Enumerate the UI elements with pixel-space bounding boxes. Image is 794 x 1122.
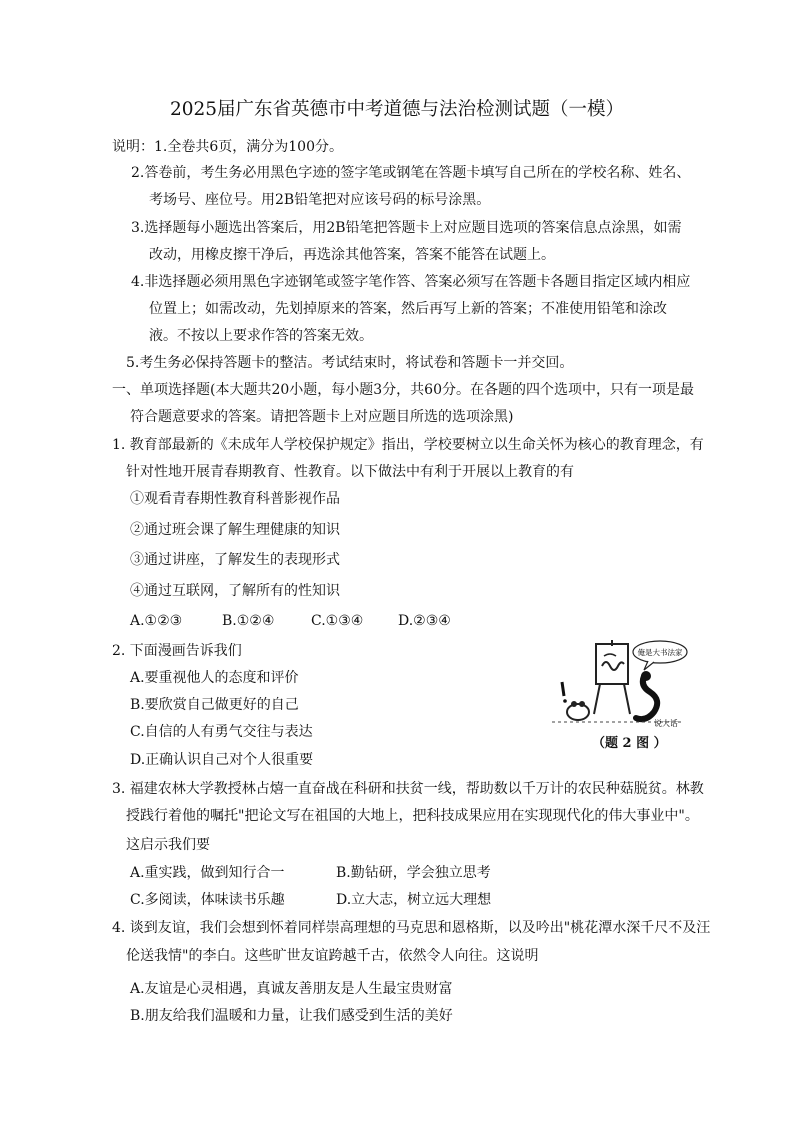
instruction-3-line-2: 改动，用橡皮擦干净后，再选涂其他答案，答案不能答在试题上。: [149, 247, 555, 263]
section-1-heading-line-2: 符合题意要求的答案。请把答题卡上对应题目所选的选项涂黑): [130, 409, 514, 425]
question-4-option-b: B.朋友给我们温暖和力量，让我们感受到生活的美好: [130, 1008, 453, 1024]
question-2-figure-caption: （题 2 图 ）: [592, 736, 667, 751]
question-3-option-c: C.多阅读，体味读书乐趣: [130, 892, 285, 908]
instruction-3-line-1: 3.选择题每小题选出答案后，用2B铅笔把答题卡上对应题目选项的答案信息点涂黑，如需: [131, 220, 682, 236]
question-2-stem: 2. 下面漫画告诉我们: [112, 643, 242, 659]
question-3-stem-line-3: 这启示我们要: [126, 837, 210, 853]
question-2-option-b: B.要欣赏自己做更好的自己: [130, 697, 299, 713]
question-3-option-b: B.勤钻研，学会独立思考: [336, 865, 491, 881]
question-3-option-a: A.重实践，做到知行合一: [130, 865, 285, 881]
question-2-option-a: A.要重视他人的态度和评价: [130, 670, 299, 686]
question-4-option-a: A.友谊是心灵相遇，真诚友善朋友是人生最宝贵财富: [130, 981, 453, 997]
instruction-4-line-1: 4.非选择题必须用黑色字迹钢笔或签字笔作答、答案必须写在答题卡各题目指定区域内相应: [131, 274, 691, 290]
question-1-stem-line-2: 针对性地开展青春期教育、性教育。以下做法中有利于开展以上教育的有: [126, 464, 574, 480]
question-1-option-d: D.②③④: [398, 613, 451, 629]
cartoon-caption-text: 说大话: [654, 719, 678, 728]
question-4-stem-line-2: 伦送我情"的李白。这些旷世友谊跨越千古，依然令人向往。这说明: [126, 948, 539, 964]
instruction-2-line-1: 2.答卷前，考生务必用黑色字迹的签字笔或钢笔在答题卡填写自己所在的学校名称、姓名、: [131, 165, 691, 181]
question-3-stem-line-2: 授践行着他的嘱托"把论文写在祖国的大地上，把科技成果应用在实现现代化的伟大事业中"。: [126, 808, 699, 824]
instruction-2-line-2: 考场号、座位号。用2B铅笔把对应该号码的标号涂黑。: [149, 192, 491, 208]
question-1-option-a: A.①②③: [130, 613, 183, 629]
question-2-option-d: D.正确认识自己对个人很重要: [130, 752, 314, 768]
cartoon-bubble-text: 俺是大书法家: [637, 648, 683, 657]
exam-title: 2025届广东省英德市中考道德与法治检测试题（一模）: [169, 99, 625, 120]
question-1-statement-3: ③通过讲座，了解发生的表现形式: [130, 552, 340, 568]
instruction-4-line-3: 液。不按以上要求作答的答案无效。: [149, 328, 373, 344]
question-3-option-d: D.立大志，树立远大理想: [336, 892, 492, 908]
question-1-stem-line-1: 1. 教育部最新的《未成年人学校保护规定》指出，学校要树立以生命关怀为核心的教育理念，有: [112, 437, 704, 453]
instruction-1: 说明：1.全卷共6页，满分为100分。: [112, 139, 343, 155]
instruction-5: 5.考生务必保持答题卡的整洁。考试结束时，将试卷和答题卡一并交回。: [126, 355, 574, 371]
question-1-statement-4: ④通过互联网，了解所有的性知识: [130, 583, 340, 599]
question-1-statement-1: ①观看青春期性教育科普影视作品: [130, 491, 340, 507]
question-1-option-c: C.①③④: [311, 613, 364, 629]
section-1-heading-line-1: 一、单项选择题(本大题共20小题，每小题3分，共60分。在各题的四个选项中，只有一项是最: [112, 382, 694, 398]
question-1-option-b: B.①②④: [222, 613, 275, 629]
question-2-option-c: C.自信的人有勇气交往与表达: [130, 724, 313, 740]
question-1-statement-2: ②通过班会课了解生理健康的知识: [130, 522, 340, 538]
question-4-stem-line-1: 4. 谈到友谊，我们会想到怀着同样崇高理想的马克思和恩格斯，以及吟出"桃花潭水深千尺不及汪: [112, 920, 711, 936]
question-2-cartoon: [548, 638, 688, 730]
question-3-stem-line-1: 3. 福建农林大学教授林占熺一直奋战在科研和扶贫一线，帮助数以千万计的农民种菇脱贫。林教: [112, 781, 704, 797]
instruction-4-line-2: 位置上；如需改动，先划掉原来的答案，然后再写上新的答案；不准使用铅笔和涂改: [149, 301, 667, 317]
